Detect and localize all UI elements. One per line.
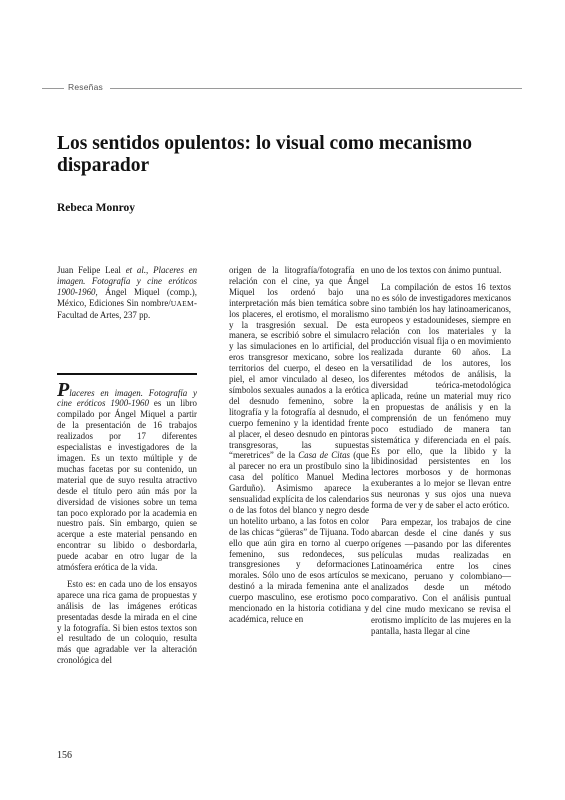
page-number: 156	[57, 750, 72, 761]
paragraph	[229, 265, 369, 625]
paragraph-text: es un libro compilado por Ángel Miquel a partir de la presentación de 16 trabajos realizados por 17 diferentes especialistas e investigadores de la imagen. Es un texto múltiple y de muchas facetas por su contenido, un material que de suyo resulta atractivo desde el título pero aún más por la diversidad de visiones sobre un tema tan poco explorado por la academia en nuestro país. Sin embargo, quien se acerque a este material pensando en encontrar su libido o desbordarla, puede acabar en otro lugar de la atmósfera erótica de la vida.	[57, 398, 197, 573]
paragraph: Para empezar, los trabajos de cine abarcan desde el cine danés y sus orígenes —pasando por las diferentes películas mudas realizadas en Latinoamérica entre los cines mexicano, peruano y colombiano— analizados desde un método comparativo. Con el análisis puntual del cine mudo mexicano se revisa el erotismo implícito de las mujeres en la pantalla, hasta llegar al cine	[371, 516, 511, 636]
paragraph	[57, 378, 197, 573]
section-label: Reseñas	[68, 82, 103, 92]
biblio-book-title: Placeres en imagen. Fotografía y cine eróticos 1900-1960	[57, 265, 198, 297]
biblio-publisher: -Facultad de Artes, 237 pp.	[57, 297, 197, 320]
drop-cap: P	[57, 378, 70, 401]
paragraph: Esto es: en cada uno de los ensayos aparece una rica gama de propuestas y análisis de las imágenes eróticas presentadas desde la mirada en el cine y la fotografía. Si bien estos textos son el resultado de un coloquio, resulta más que agradable ver la alteración cronológica del	[57, 578, 197, 666]
paragraph: La compilación de estos 16 textos no es sólo de investigadores mexicanos sino también los hay latinoamericanos, europeos y estadounideses, siempre en relación con los materiales y la producción visual fija o en movimiento realizada durante 60 años. La versatilidad de los autores, los diferentes métodos de análisis, la diversidad teórica-metodológica aplicada, reúne un material muy rico en propuestas de análisis y en la comprensión de un fenómeno muy poco estudiado de manera tan sistemática y diferenciada en el país. Es por ello, que la libido y la libidinosidad persistentes en los lectores morbosos y de hormonas exuberantes a lo mejor se llevan entre sus neuronas y sus ojos una nueva forma de ver y de saber el acto erótico.	[371, 281, 511, 511]
paragraph-text: (que al parecer no era un prostíbulo sino la casa del político Manuel Medina Garduño). Asimismo aparece la sensualidad explícita de los calendarios o de las fotos del blanco y negro desde un hotelito urbano, a las fotos en color de las chicas “güeras” de Tijuana. Todo ello que aún gira en torno al cuerpo femenino, sus redondeces, sus transgresiones y deformaciones morales. Sólo uno de esos artículos se destinó a la mirada femenina ante el cuerpo masculino, ese erotismo poco mencionado en la historia cotidiana y académica, reluce en	[229, 450, 369, 624]
paragraph-text: origen de la litografía/fotografía en relación con el cine, ya que Ángel Miquel los ordenó bajo una interpretación más bien temática sobre los placeres, el erotismo, el moralismo y la trasgresión sexual. De esta manera, se escribió sobre el simulacro y las simulaciones en lo artificial, del eros transgresor mexicano, sobre los territorios del cuerpo, el deseo en la piel, el amor vinculado al deseo, los símbolos sexuales aunados a la erótica del desnudo femenino, sobre la litografía y la fotografía al desnudo, el cuerpo femenino y la identidad frente al placer, el deseo desnudo en pintoras transgresoras, las supuestas “meretrices” de la	[229, 265, 369, 461]
article-author: Rebeca Monroy	[57, 202, 136, 214]
biblio-et-al: et al.	[125, 265, 147, 275]
casa-de-citas-italic: Casa de Citas	[298, 450, 351, 461]
column-1	[57, 265, 197, 666]
biblio-authors: Juan Felipe Leal	[57, 265, 121, 275]
biblio-editor: , Ángel Miquel (comp.), México, Ediciones Sin nombre/	[57, 286, 197, 308]
column-2	[229, 265, 369, 625]
book-title-italic: laceres en imagen. Fotografía y cine eróticos 1900-1960	[57, 387, 197, 409]
bibliographic-reference: Juan Felipe Leal et al., Placeres en imagen. Fotografía y cine eróticos 1900-1960, Ángel Miquel (comp.), México, Ediciones Sin nombre/UAEM-Facultad de Artes, 237 pp.	[57, 265, 198, 320]
biblio-uaem: UAEM	[170, 298, 195, 308]
section-divider	[57, 373, 197, 375]
header-rule-left	[42, 88, 64, 89]
paragraph: uno de los textos con ánimo puntual.	[371, 265, 502, 275]
header-rule-right	[110, 88, 522, 89]
column-3	[371, 265, 511, 637]
article-title: Los sentidos opulentos: lo visual como mecanismo disparador	[57, 133, 472, 176]
